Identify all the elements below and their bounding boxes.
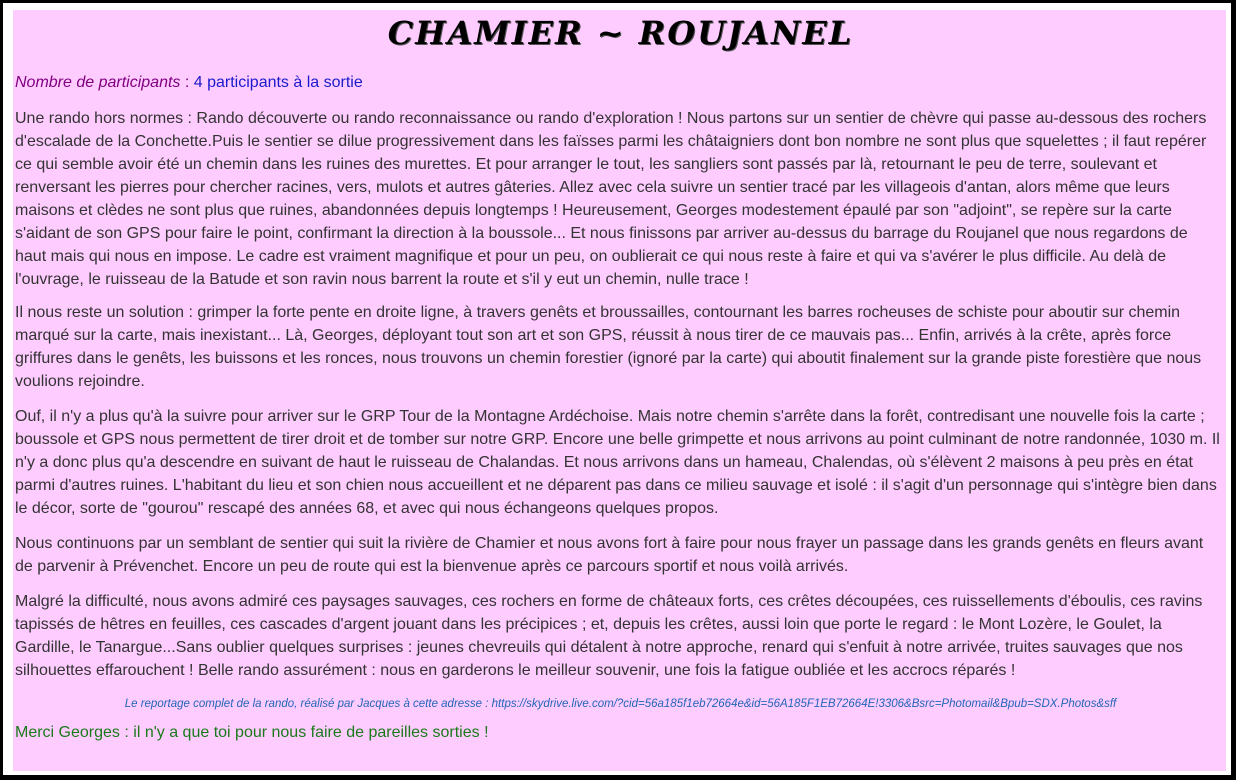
paragraph-climb: Il nous reste un solution : grimper la forte pente en droite ligne, à travers genêts et broussailles, contournant les barres rocheuses de schiste pour aboutir sur chemin marqué sur la carte, mais inexistant... Là, Georges, déployant tout son art et son GPS, réussit à nous tirer de ce mauvais pas... Enfin, arrivés à la crête, après force griffures dans le genêts, les buissons et les ronces, nous trouvons un chemin forestier (ignoré par la carte) qui aboutit finalement sur la grande piste forestière que nous voulions rejoindre. <box>15 304 1202 390</box>
paragraph-intro: Une rando hors normes : Rando découverte ou rando reconnaissance ou rando d'exploration ! Nous partons sur un sentier de chèvre qui passe au-dessous des rochers d'escalade de la Conchette.Puis le sentier se dilue progressivement dans les faïsses parmi les châtaigniers dont bon nombre ne sont plus que squelettes ; il faut repérer ce qui semble avoir été un chemin dans les ruines des murettes. Et pour arranger le tout, les sangliers sont passés par là, retournant le peu de terre, soulevant et renversant les pierres pour chercher racines, vers, mulots et autres gâteries. Allez avec cela suivre un sentier tracé par les villageois d'antan, alors même que leurs maisons et clèdes ne sont plus que ruines, abandonnées depuis longtemps ! Heureusement, Georges modestement épaulé par son "adjoint", se repère sur la carte s'aidant de son GPS pour faire le point, confirmant la direction à la boussole... Et nous finissons par arriver au-dessus du barrage du Roujanel que nous regardons de haut mais qui nous en impose. Le cadre est vraiment magnifique et pour un peu, on oublierait ce qui nous reste à faire et qui va s'avérer le plus difficile. Au delà de l'ouvrage, le ruisseau de la Batude et son ravin nous barrent la route et s'il y eut un chemin, nulle trace ! <box>15 110 1207 288</box>
thanks-message: Merci Georges : il n'y a que toi pour nous faire de pareilles sorties ! <box>15 724 489 741</box>
participants-label: Nombre de participants <box>15 74 181 91</box>
participants-value: 4 participants à la sortie <box>193 74 363 91</box>
content-panel <box>13 10 1226 771</box>
outer-frame <box>3 3 1231 775</box>
report-link[interactable]: Le reportage complet de la rando, réalisé par Jacques à cette adresse : https://skydrive.live.com/?cid=56a185f1eb72664e&id=56A185F1EB72664E!3306&Bsrc=Photomail&Bpub=SDX.Photos&sff <box>124 698 1117 710</box>
paragraph-return: Nous continuons par un semblant de sentier qui suit la rivière de Chamier et nous avons fort à faire pour nous frayer un passage dans les grands genêts en fleurs avant de parvenir à Prévenchet. Encore un peu de route qui est la bienvenue après ce parcours sportif et nous voilà arrivés. <box>15 535 1204 575</box>
participants-separator: : <box>180 74 194 91</box>
paragraph-grp: Ouf, il n'y a plus qu'à la suivre pour arriver sur le GRP Tour de la Montagne Ardéchoise. Mais notre chemin s'arrête dans la forêt, contredisant une nouvelle fois la carte ; boussole et GPS nous permettent de tirer droit et de tomber sur notre GRP. Encore une belle grimpette et nous arrivons au point culminant de notre randonnée, 1030 m. Il n'y a donc plus qu'a descendre en suivant de haut le ruisseau de Chalandas. Et nous arrivons dans un hameau, Chalendas, où s'élèvent 2 maisons à peu près en état parmi d'autres ruines. L'habitant du lieu et son chien nous accueillent et ne déparent pas dans ce milieu sauvage et isolé : il s'agit d'un personnage qui s'intègre bien dans le décor, sorte de "gourou" rescapé des années 68, et avec qui nous échangeons quelques propos. <box>15 408 1220 517</box>
paragraph-conclusion: Malgré la difficulté, nous avons admiré ces paysages sauvages, ces rochers en forme de châteaux forts, ces crêtes découpées, ces ruissellements d'éboulis, ces ravins tapissés de hêtres en feuilles, ces cascades d'argent jouant dans les précipices ; et, depuis les crêtes, aussi loin que porte le regard : le Mont Lozère, le Goulet, la Gardille, le Tanargue...Sans oublier quelques surprises : jeunes chevreuils qui détalent à notre approche, renard qui s'enfuit à notre arrivée, truites sauvages que nos silhouettes effarouchent ! Belle rando assurément : nous en garderons le meilleur souvenir, une fois la fatigue oubliée et les accrocs réparés ! <box>15 593 1203 679</box>
participants-line <box>15 72 1226 94</box>
page-title: CHAMIER ~ ROUJANEL <box>387 14 854 52</box>
